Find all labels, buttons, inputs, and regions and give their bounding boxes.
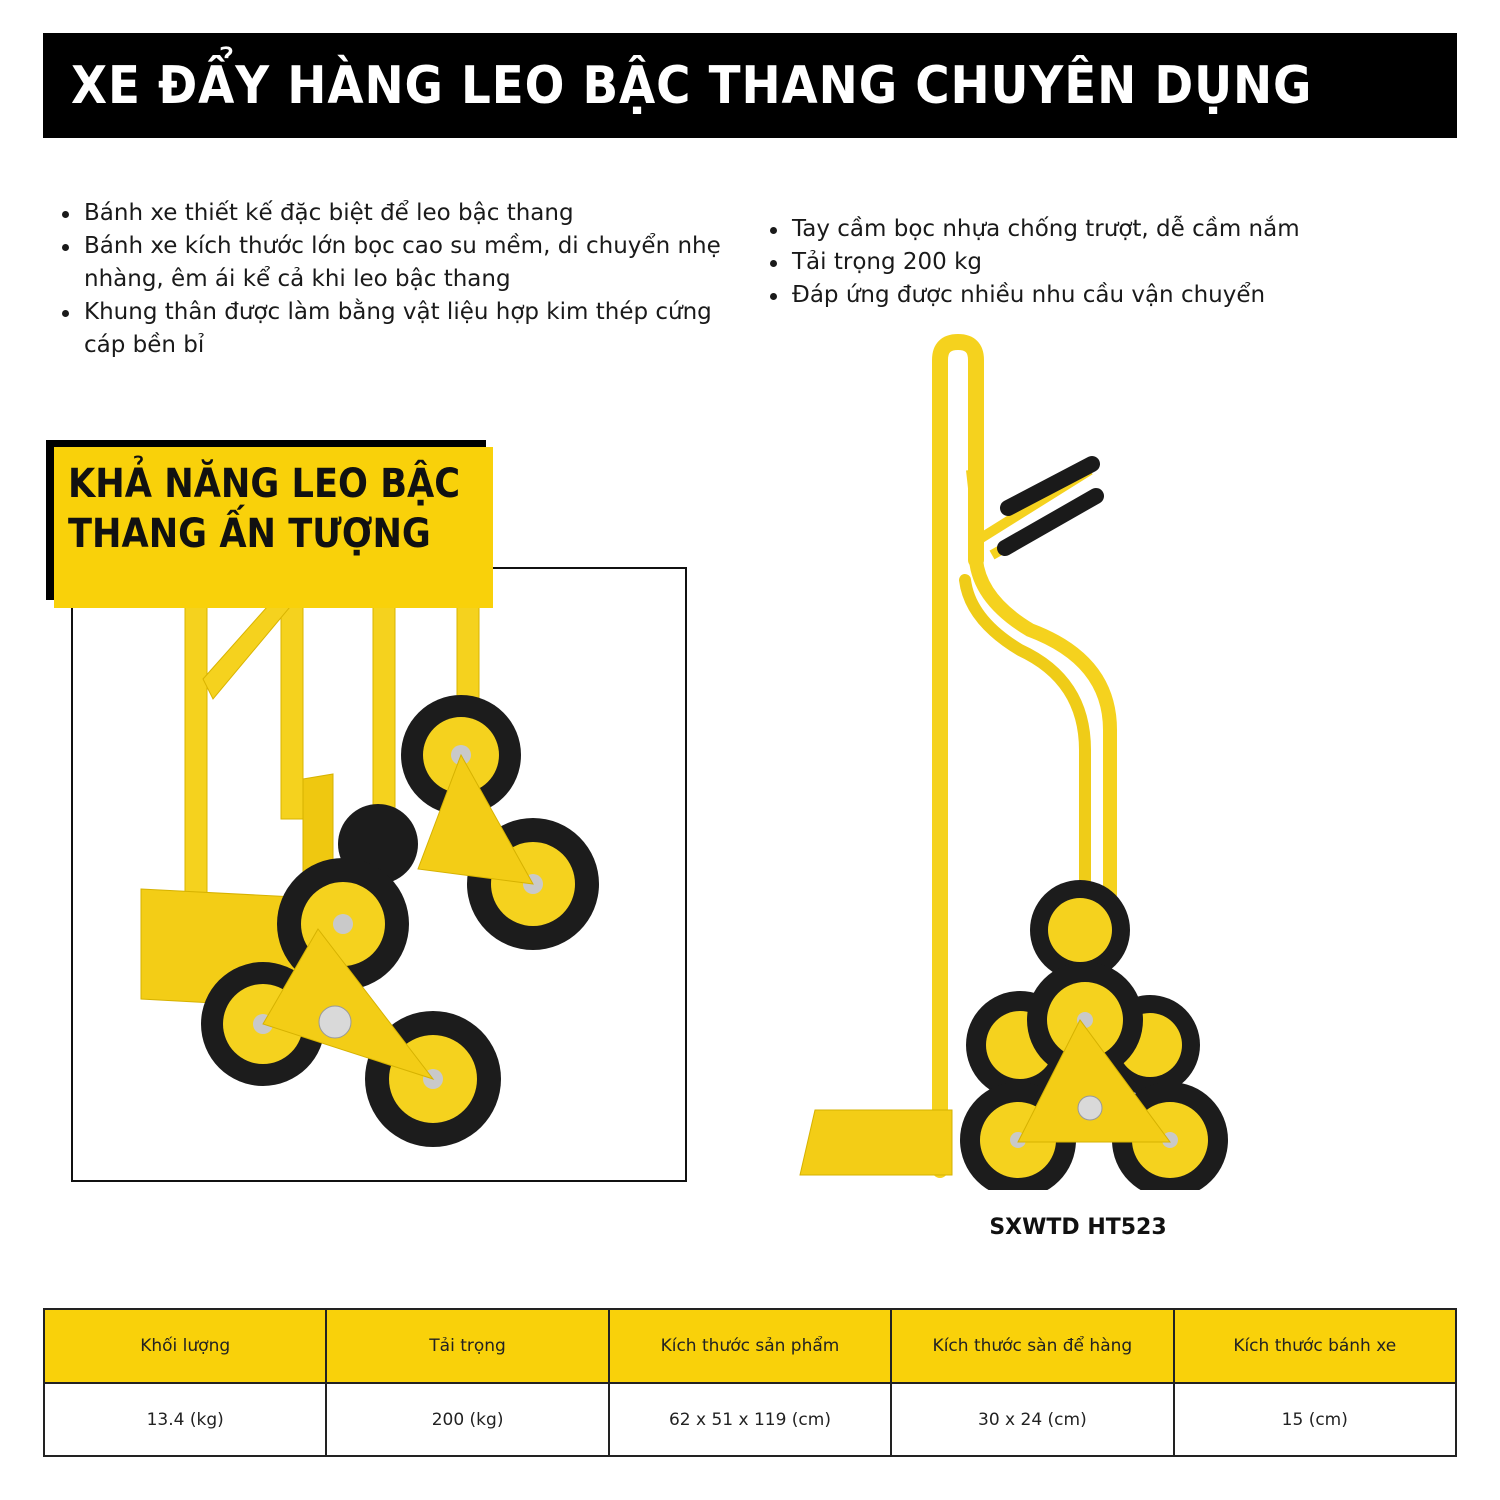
feature-list-left (60, 197, 730, 362)
feature-item: Tay cầm bọc nhựa chống trượt, dễ cầm nắm (768, 213, 1428, 246)
header-cell-load: Tải trọng (326, 1309, 608, 1383)
feature-item: Bánh xe kích thước lớn bọc cao su mềm, di chuyển nhẹ nhàng, êm ái kể cả khi leo bậc thang (60, 230, 730, 296)
product-image (780, 330, 1250, 1190)
header-cell-product-size: Kích thước sản phẩm (609, 1309, 891, 1383)
table-row (44, 1383, 1456, 1456)
header-cell-weight: Khối lượng (44, 1309, 326, 1383)
value-cell-wheel-size: 15 (cm) (1174, 1383, 1456, 1456)
value-cell-product-size: 62 x 51 x 119 (cm) (609, 1383, 891, 1456)
table-header-row (44, 1309, 1456, 1383)
page-title: XE ĐẨY HÀNG LEO BẬC THANG CHUYÊN DỤNG (71, 55, 1313, 116)
value-cell-weight: 13.4 (kg) (44, 1383, 326, 1456)
feature-item: Đáp ứng được nhiều nhu cầu vận chuyển (768, 279, 1428, 312)
badge-line-1: KHẢ NĂNG LEO BẬC (68, 461, 461, 507)
product-code: SXWTD HT523 (989, 1215, 1167, 1240)
feature-item: Khung thân được làm bằng vật liệu hợp kim thép cứng cáp bền bỉ (60, 296, 730, 362)
header-cell-wheel-size: Kích thước bánh xe (1174, 1309, 1456, 1383)
value-cell-load: 200 (kg) (326, 1383, 608, 1456)
wheel-closeup-image (71, 567, 687, 1182)
feature-badge (54, 447, 493, 608)
feature-item: Bánh xe thiết kế đặc biệt để leo bậc thang (60, 197, 730, 230)
value-cell-platform-size: 30 x 24 (cm) (891, 1383, 1173, 1456)
header-cell-platform-size: Kích thước sàn để hàng (891, 1309, 1173, 1383)
spec-table (43, 1308, 1457, 1457)
feature-item: Tải trọng 200 kg (768, 246, 1428, 279)
wheel-closeup-illustration (73, 569, 687, 1182)
title-banner (43, 33, 1457, 138)
feature-list-right (768, 213, 1428, 312)
badge-line-2: THANG ẤN TƯỢNG (68, 511, 431, 557)
stair-climbing-trolley-illustration (780, 330, 1250, 1190)
